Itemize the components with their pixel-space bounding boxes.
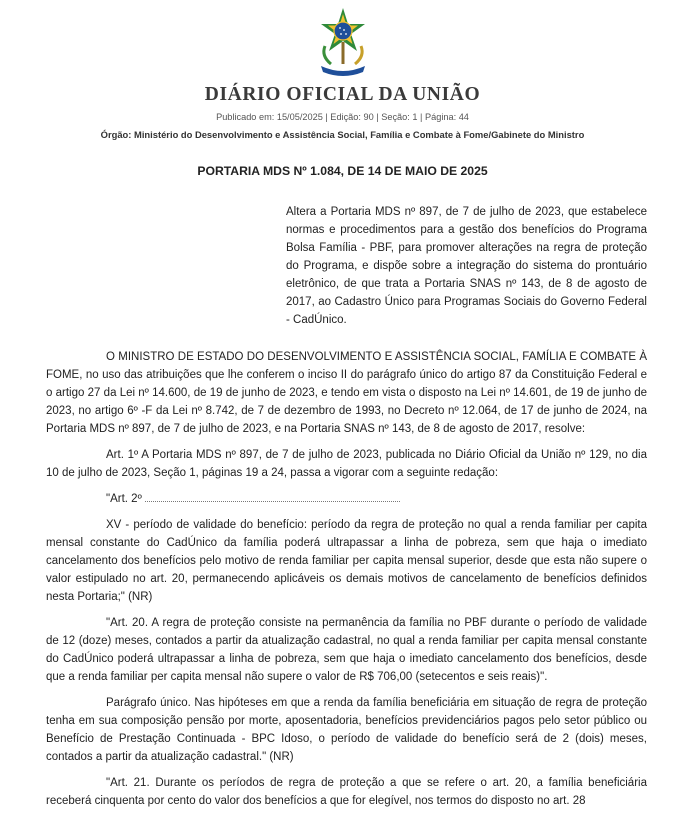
article-21-paragraph: "Art. 21. Durante os períodos de regra de proteção a que se refere o art. 20, a família beneficiária receberá cinquenta por cento do valor dos benefícios a que for elegível, nos termos do disposto no art. 28 (46, 777, 647, 807)
article-20-paragraph: "Art. 20. A regra de proteção consiste na permanência da família no PBF durante o período de validade de 12 (doze) meses, contados a partir da atualização cadastral, no qual a renda familiar per capita mensal constante do CadÚnico poderá ultrapassar a linha de pobreza, sem que haja o imediato cancelamento dos benefícios, desde que a renda familiar per capita mensal não supere o valor de R$ 706,00 (setecentos e seis reais)". (46, 617, 647, 683)
publication-info: Publicado em: 15/05/2025 | Edição: 90 | Seção: 1 | Página: 44 (216, 112, 469, 122)
orgao-label: Órgão: (100, 129, 132, 140)
orgao-line (0, 129, 685, 140)
ellipsis-dots (145, 491, 400, 502)
preamble-paragraph: O MINISTRO DE ESTADO DO DESENVOLVIMENTO E ASSISTÊNCIA SOCIAL, FAMÍLIA E COMBATE À FOME, no uso das atribuições que lhe conferem o inciso II do parágrafo único do artigo 87 da Constituição Federal e o artigo 27 da Lei nº 14.600, de 19 de junho de 2023, e tendo em vista o disposto na Lei nº 14.601, de 19 de junho de 2023, no artigo 6º -F da Lei nº 8.742, de 7 de dezembro de 1993, no Decreto nº 12.064, de 17 de junho de 2024, na Portaria MDS nº 897, de 7 de julho de 2023, e na Portaria SNAS nº 143, de 8 de agosto de 2017, resolve: (46, 351, 647, 435)
ementa-text: Altera a Portaria MDS nº 897, de 7 de julho de 2023, que estabelece normas e procedimentos para a gestão dos benefícios do Programa Bolsa Família - PBF, para promover alterações na regra de proteção do Programa, e dispõe sobre a integração do sistema do prontuário eletrônico, de que trata a Portaria SNAS nº 143, de 8 de agosto de 2017, ao Cadastro Único para Programas Sociais do Governo Federal - CadÚnico. (286, 206, 647, 326)
inciso-xv-paragraph: XV - período de validade do benefício: período da regra de proteção no qual a renda familiar per capita mensal constante do CadÚnico da família poderá ultrapassar a linha de pobreza, sem que haja o imediato cancelamento dos benefícios pelo motivo de renda familiar per capita mensal superior, desde que esta não supere o valor estipulado no art. 20, permanecendo aplicáveis os demais motivos de cancelamento de benefícios definidos nesta Portaria;" (NR) (46, 519, 647, 603)
brazil-coat-of-arms-icon (313, 6, 373, 78)
orgao-value: Ministério do Desenvolvimento e Assistência Social, Família e Combate à Fome/Gabinete do Ministro (134, 129, 585, 140)
document-title: PORTARIA MDS Nº 1.084, DE 14 DE MAIO DE 2025 (197, 164, 488, 178)
document-body (46, 348, 647, 818)
article-2-label: "Art. 2º (106, 493, 142, 505)
article-1-paragraph: Art. 1º A Portaria MDS nº 897, de 7 de julho de 2023, publicada no Diário Oficial da União nº 129, no dia 10 de julho de 2023, Seção 1, páginas 19 a 24, passa a vigorar com a seguinte redação: (46, 449, 647, 479)
masthead-title: DIÁRIO OFICIAL DA UNIÃO (204, 84, 481, 105)
paragrafo-unico-paragraph: Parágrafo único. Nas hipóteses em que a renda da família beneficiária em situação de regra de proteção tenha em sua composição pensão por morte, aposentadoria, benefícios previdenciários pagos pelo setor público ou Benefício de Prestação Continuada - BPC Idoso, o período de validade do benefício será de 2 (dois) meses, contados a partir da atualização cadastral." (NR) (46, 697, 647, 763)
article-2-line (46, 490, 647, 508)
